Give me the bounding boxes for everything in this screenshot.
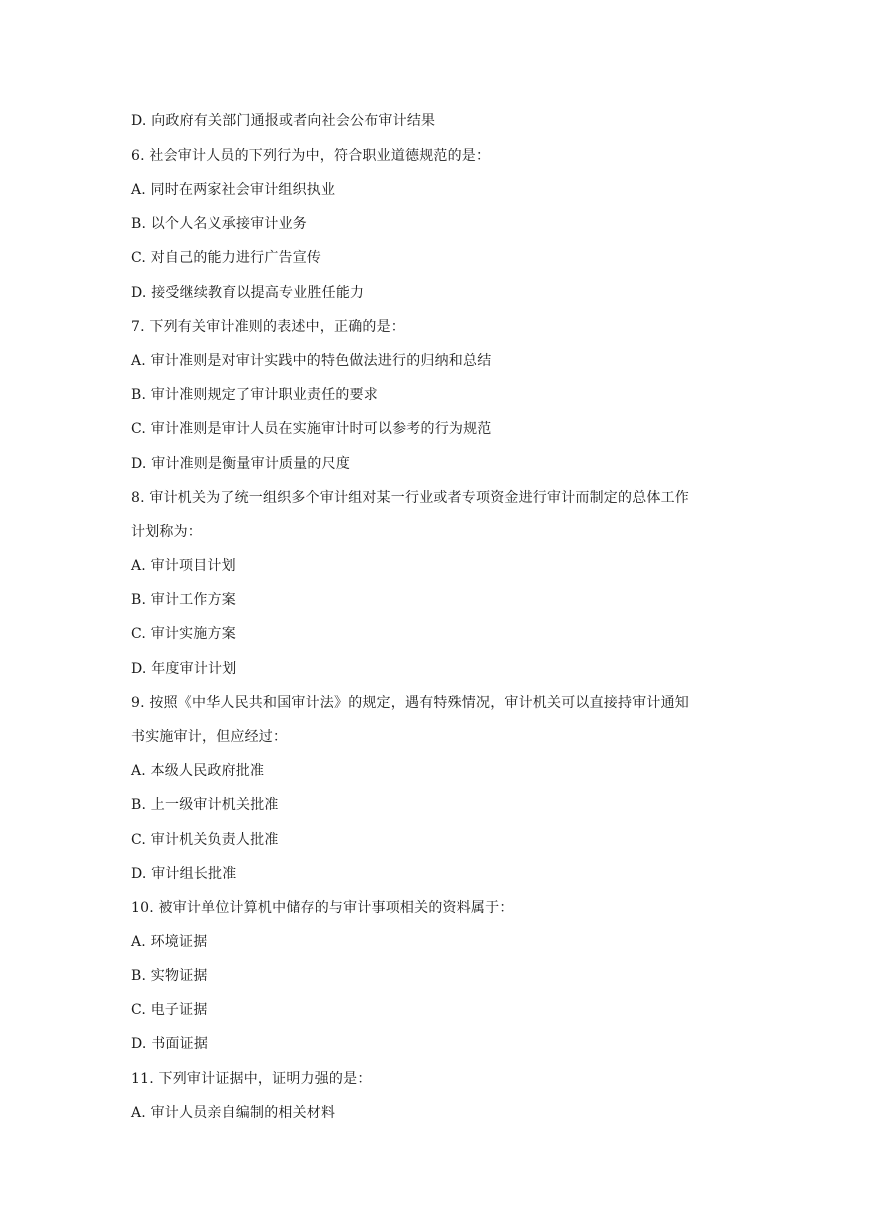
- option-c-q6: C. 对自己的能力进行广告宣传: [131, 250, 322, 266]
- option-a-q9: A. 本级人民政府批准: [131, 763, 265, 779]
- option-b-q9: B. 上一级审计机关批准: [131, 797, 279, 813]
- option-c-q10: C. 电子证据: [131, 1002, 208, 1018]
- option-c-q9: C. 审计机关负责人批准: [131, 832, 279, 848]
- option-b-q7: B. 审计准则规定了审计职业责任的要求: [131, 387, 378, 403]
- option-b-q6: B. 以个人名义承接审计业务: [131, 216, 307, 232]
- option-a-q7: A. 审计准则是对审计实践中的特色做法进行的归纳和总结: [131, 353, 492, 369]
- question-9: 9. 按照《中华人民共和国审计法》的规定，遇有特殊情况，审计机关可以直接持审计通知: [131, 695, 690, 711]
- option-d-q5: D. 向政府有关部门通报或者向社会公布审计结果: [131, 113, 436, 129]
- question-8: 8. 审计机关为了统一组织多个审计组对某一行业或者专项资金进行审计而制定的总体工作: [131, 490, 690, 506]
- question-7: 7. 下列有关审计准则的表述中，正确的是：: [131, 319, 406, 335]
- question-8-cont: 计划称为：: [131, 524, 202, 540]
- option-b-q8: B. 审计工作方案: [131, 592, 236, 608]
- option-d-q9: D. 审计组长批准: [131, 866, 237, 882]
- option-c-q7: C. 审计准则是审计人员在实施审计时可以参考的行为规范: [131, 421, 492, 437]
- option-a-q8: A. 审计项目计划: [131, 558, 236, 574]
- option-d-q7: D. 审计准则是衡量审计质量的尺度: [131, 456, 351, 472]
- option-d-q8: D. 年度审计计划: [131, 661, 237, 677]
- option-a-q11: A. 审计人员亲自编制的相关材料: [131, 1105, 336, 1121]
- option-a-q6: A. 同时在两家社会审计组织执业: [131, 182, 336, 198]
- option-d-q10: D. 书面证据: [131, 1036, 209, 1052]
- option-c-q8: C. 审计实施方案: [131, 626, 236, 642]
- question-9-cont: 书实施审计，但应经过：: [131, 729, 288, 745]
- option-b-q10: B. 实物证据: [131, 968, 208, 984]
- question-11: 11. 下列审计证据中，证明力强的是：: [131, 1071, 372, 1087]
- option-a-q10: A. 环境证据: [131, 934, 208, 950]
- question-6: 6. 社会审计人员的下列行为中，符合职业道德规范的是：: [131, 148, 491, 164]
- option-d-q6: D. 接受继续教育以提高专业胜任能力: [131, 285, 365, 301]
- question-10: 10. 被审计单位计算机中储存的与审计事项相关的资料属于：: [131, 900, 514, 916]
